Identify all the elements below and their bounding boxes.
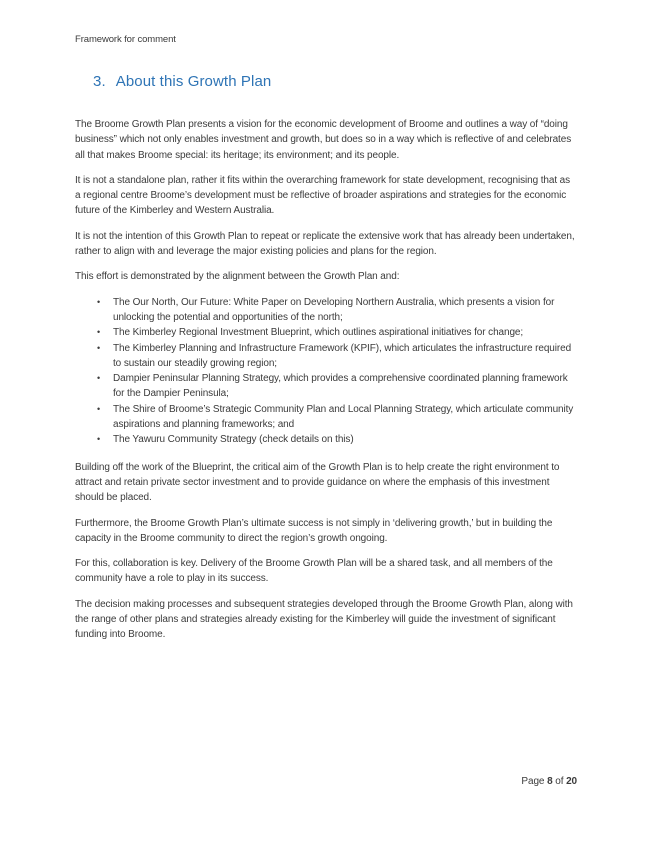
list-item [97, 432, 577, 447]
footer-of-label: of [555, 776, 564, 787]
paragraph-decision-making: The decision making processes and subsequent strategies developed through the Broome Growth Plan, along with the range of other plans and strategies already existing for the Kimberley will guide the investment of significant funding into Broome. [75, 598, 573, 641]
bullet-icon: • [97, 342, 101, 353]
list-item-text: The Kimberley Planning and Infrastructure Framework (KPIF), which articulates the infrastructure required to sustain our steadily growing region; [113, 342, 572, 369]
heading-number: 3. [93, 73, 106, 90]
paragraph-not-standalone: It is not a standalone plan, rather it fits within the overarching framework for state development, recognising that as a regional centre Broome’s development must be reflective of broader aspirations and strategies for the economic future of the Kimberley and Western Australia. [75, 174, 571, 217]
bullet-icon: • [97, 434, 101, 445]
list-item-text: The Kimberley Regional Investment Blueprint, which outlines aspirational initiatives for change; [113, 327, 524, 339]
alignment-list [75, 295, 577, 448]
heading-text: About this Growth Plan [115, 73, 272, 90]
bullet-icon: • [97, 327, 101, 338]
list-item [97, 402, 577, 433]
paragraph-intro: The Broome Growth Plan presents a vision for the economic development of Broome and outlines a way of “doing business” which not only enables investment and growth, but does so in a way which is reflective of and celebrates all that makes Broome special: its heritage; its environment; and its people. [75, 119, 572, 161]
list-item-text: Dampier Peninsular Planning Strategy, which provides a comprehensive coordinated planning framework for the Dampier Peninsula; [113, 373, 568, 400]
paragraph-building-off: Building off the work of the Blueprint, the critical aim of the Growth Plan is to help create the right environment to attract and retain private sector investment and to provide guidance on where the emphasis of this investment should be placed. [75, 461, 560, 504]
footer-current-page: 8 [547, 776, 553, 787]
bullet-icon: • [97, 403, 101, 414]
list-item [97, 371, 577, 402]
bullet-icon: • [97, 296, 101, 307]
page-footer [521, 776, 577, 787]
list-item [97, 295, 577, 326]
bullet-icon: • [97, 373, 101, 384]
list-item [97, 341, 577, 372]
paragraph-collaboration: For this, collaboration is key. Delivery of the Broome Growth Plan will be a shared task, and all members of the community have a role to play in its success. [75, 558, 553, 585]
footer-page-label: Page [521, 776, 545, 787]
document-header [75, 34, 577, 45]
paragraph-alignment-lead: This effort is demonstrated by the alignment between the Growth Plan and: [75, 271, 400, 283]
list-item-text: The Our North, Our Future: White Paper on Developing Northern Australia, which presents a vision for unlocking the potential and opportunities of the north; [113, 296, 555, 323]
footer-total-pages: 20 [566, 776, 577, 787]
list-item-text: The Shire of Broome’s Strategic Community Plan and Local Planning Strategy, which articulate community aspirations and planning frameworks; and [113, 403, 574, 431]
header-label: Framework for comment [75, 34, 176, 45]
paragraph-furthermore: Furthermore, the Broome Growth Plan’s ultimate success is not simply in ‘delivering growth,’ but in building the capacity in the Broome community to direct the region’s growth ongoing. [75, 517, 553, 544]
section-heading [93, 73, 577, 90]
list-item-text: The Yawuru Community Strategy (check details on this) [113, 434, 354, 446]
paragraph-not-intention: It is not the intention of this Growth Plan to repeat or replicate the extensive work that has already been undertaken, rather to align with and leverage the major existing policies and plans for the region. [75, 230, 575, 258]
list-item [97, 325, 577, 340]
